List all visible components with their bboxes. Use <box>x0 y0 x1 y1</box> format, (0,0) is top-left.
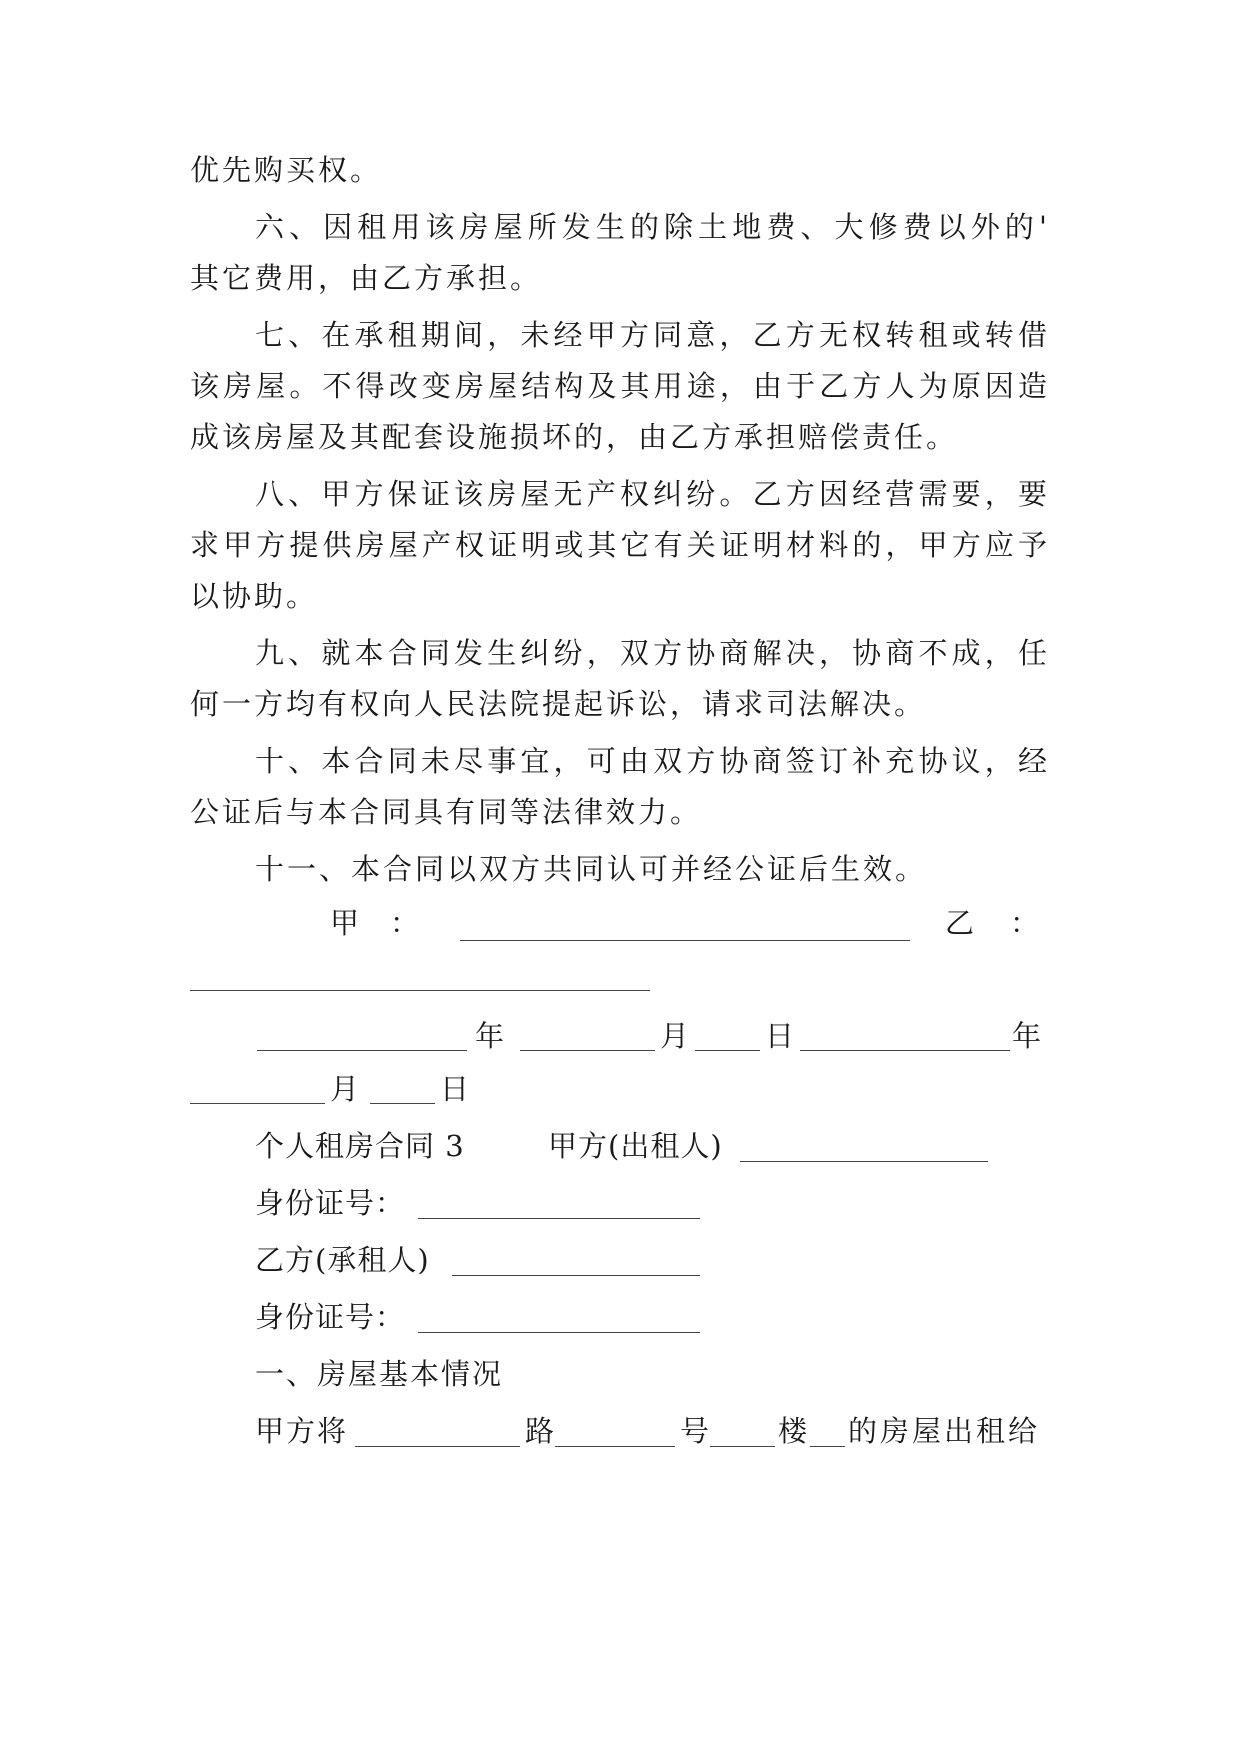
party-a-label: 甲 <box>330 906 363 940</box>
lessor-blank <box>740 1131 988 1162</box>
clause-11-line: 十一、本合同以双方共同认可并经公证后生效。 <box>255 852 928 886</box>
month-blank-2 <box>190 1073 325 1104</box>
text-line: 优先购买权。 <box>190 153 383 187</box>
id-label-b: 身份证号： <box>255 1300 406 1334</box>
year-label-2: 年 <box>1012 1019 1045 1053</box>
clause-7-line-3: 成该房屋及其配套设施损坏的，由乙方承担赔偿责任。 <box>190 420 959 454</box>
unit-blank <box>810 1416 845 1447</box>
party-b-label: 乙 <box>945 906 978 940</box>
clause-7-line-1: 七、在承租期间，未经甲方同意，乙方无权转租或转借 <box>255 318 1050 352</box>
id-label-a: 身份证号： <box>255 1186 406 1220</box>
year-blank-1 <box>257 1020 467 1051</box>
building-blank <box>710 1416 775 1447</box>
clause-8-line-3: 以协助。 <box>190 579 319 613</box>
number-label: 号 <box>680 1414 713 1448</box>
year-label-1: 年 <box>475 1019 508 1053</box>
id-blank-b <box>418 1302 700 1333</box>
number-blank <box>555 1416 675 1447</box>
clause-end: 的房屋出租给 <box>848 1414 1041 1448</box>
day-label-1: 日 <box>765 1019 798 1053</box>
lessor-label: 甲方(出租人) <box>548 1129 723 1163</box>
month-label-1: 月 <box>660 1019 693 1053</box>
day-blank-2 <box>370 1073 435 1104</box>
clause-8-line-2: 求甲方提供房屋产权证明或其它有关证明材料的，甲方应予 <box>190 528 1050 562</box>
month-blank-1 <box>520 1020 655 1051</box>
party-b-colon: ： <box>1010 906 1043 940</box>
clause-9-line-2: 何一方均有权向人民法院提起诉讼，请求司法解决。 <box>190 687 927 721</box>
clause-8-line-1: 八、甲方保证该房屋无产权纠纷。乙方因经营需要，要 <box>255 477 1050 511</box>
id-blank-a <box>418 1188 700 1219</box>
road-blank <box>355 1416 520 1447</box>
party-a-colon: ： <box>390 906 423 940</box>
party-b-blank <box>190 960 650 991</box>
party-a-blank <box>460 910 910 941</box>
section-1-heading: 一、房屋基本情况 <box>255 1357 504 1391</box>
year-blank-2 <box>800 1020 1010 1051</box>
clause-7-line-2: 该房屋。不得改变房屋结构及其用途，由于乙方人为原因造 <box>190 369 1050 403</box>
clause-10-line-2: 公证后与本合同具有同等法律效力。 <box>190 795 703 829</box>
clause-6-line-2: 其它费用，由乙方承担。 <box>190 261 543 295</box>
day-label-2: 日 <box>440 1072 473 1106</box>
month-label-2: 月 <box>330 1072 363 1106</box>
road-label: 路 <box>525 1414 558 1448</box>
clause-6-line-1: 六、因租用该房屋所发生的除土地费、大修费以外的' <box>255 210 1050 244</box>
building-label: 楼 <box>778 1414 811 1448</box>
clause-9-line-1: 九、就本合同发生纠纷，双方协商解决，协商不成，任 <box>255 636 1050 670</box>
lessee-label: 乙方(承租人) <box>255 1243 430 1277</box>
clause-10-line-1: 十、本合同未尽事宜，可由双方协商签订补充协议，经 <box>255 744 1050 778</box>
clause-start: 甲方将 <box>255 1414 349 1448</box>
lessee-blank <box>452 1245 700 1276</box>
contract-3-title: 个人租房合同 3 <box>255 1129 465 1163</box>
day-blank-1 <box>695 1020 760 1051</box>
